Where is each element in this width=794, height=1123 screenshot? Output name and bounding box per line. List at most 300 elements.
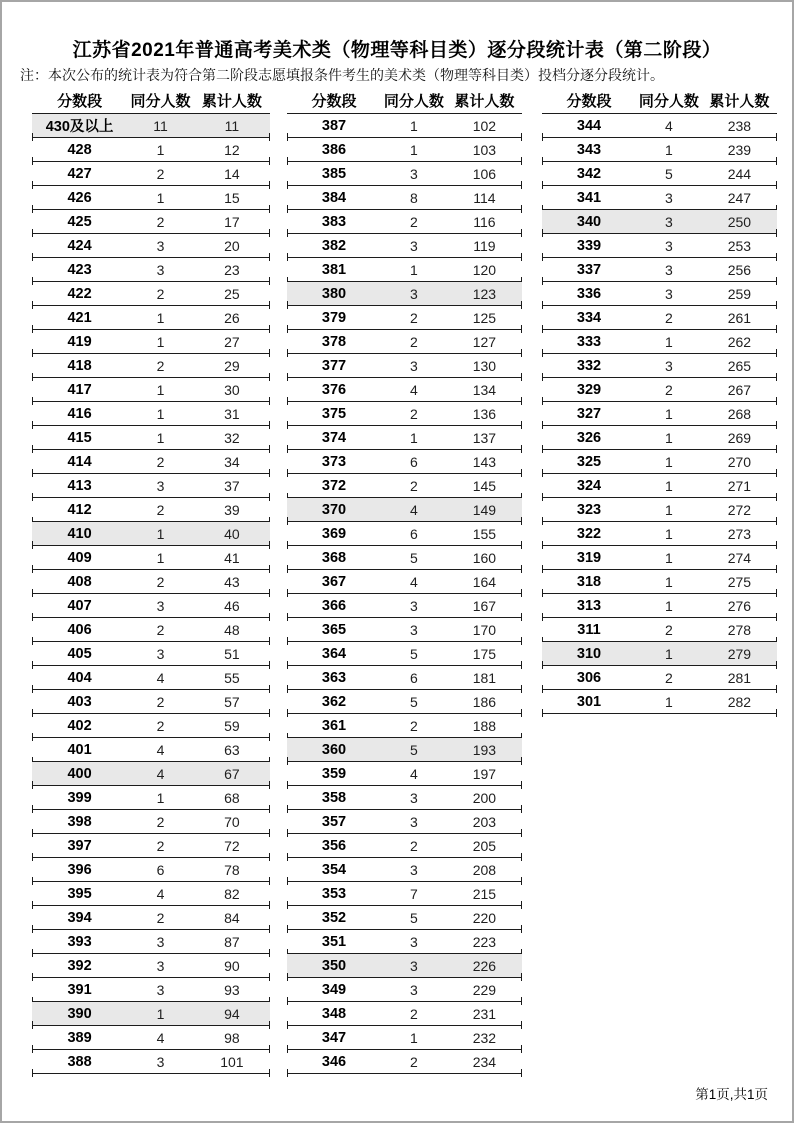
table-row [287, 642, 522, 666]
cumulative-count-cell: 193 [472, 741, 497, 758]
cumulative-count-cell: 175 [472, 645, 497, 662]
same-score-count-cell: 5 [410, 909, 418, 926]
cumulative-count-cell: 51 [224, 645, 240, 662]
same-score-count-cell: 1 [410, 117, 418, 134]
same-score-count-cell: 2 [410, 213, 418, 230]
score-cell: 310 [576, 645, 602, 662]
same-score-count-cell: 7 [410, 885, 418, 902]
score-cell: 392 [67, 957, 92, 974]
same-score-count-cell: 3 [156, 981, 165, 998]
cumulative-count-cell: 20 [224, 237, 240, 254]
table-row [287, 1050, 522, 1074]
same-score-count-cell: 3 [410, 285, 418, 302]
same-score-count-cell: 8 [410, 189, 418, 206]
score-cell: 351 [321, 933, 347, 950]
same-score-count-cell: 1 [665, 573, 673, 590]
cumulative-count-cell: 273 [727, 525, 752, 542]
cumulative-count-cell: 250 [727, 213, 752, 230]
same-score-count-cell: 5 [410, 741, 418, 758]
page-number-footer: 第1页,共1页 [695, 1087, 768, 1102]
score-cell: 428 [67, 141, 92, 158]
table-row [32, 690, 270, 714]
same-score-count-cell: 2 [156, 909, 165, 926]
same-score-count-cell: 3 [665, 237, 673, 254]
score-cell: 393 [67, 933, 92, 950]
table-row [287, 162, 522, 186]
cumulative-count-cell: 247 [727, 189, 752, 206]
cumulative-count-cell: 130 [472, 357, 497, 374]
table-row [542, 570, 777, 594]
note-text: 注：本次公布的统计表为符合第二阶段志愿填报条件考生的美术类（物理等科目类）投档分逐分段统计。 [20, 67, 664, 83]
column-header-score: 分数段 [311, 93, 357, 110]
score-cell: 421 [67, 309, 92, 326]
score-cell: 348 [321, 1005, 347, 1022]
score-cell: 359 [321, 765, 347, 782]
cumulative-count-cell: 55 [224, 669, 240, 686]
table-row [542, 138, 777, 162]
table-row [542, 618, 777, 642]
table-row [32, 114, 270, 138]
cumulative-count-cell: 164 [472, 573, 497, 590]
table-row [287, 834, 522, 858]
table-row [287, 114, 522, 138]
table-row [542, 522, 777, 546]
cumulative-count-cell: 278 [727, 621, 752, 638]
same-score-count-cell: 5 [665, 165, 673, 182]
score-cell: 362 [321, 693, 347, 710]
table-row [542, 642, 777, 666]
table-row [32, 522, 270, 546]
table-row [287, 786, 522, 810]
score-cell: 398 [67, 813, 92, 830]
score-cell: 423 [67, 261, 92, 278]
score-cell: 391 [67, 981, 92, 998]
score-cell: 364 [321, 645, 347, 662]
same-score-count-cell: 2 [410, 717, 418, 734]
cumulative-count-cell: 276 [727, 597, 752, 614]
same-score-count-cell: 3 [410, 861, 418, 878]
cumulative-count-cell: 229 [472, 981, 497, 998]
score-cell: 333 [576, 333, 602, 350]
cumulative-count-cell: 31 [224, 405, 240, 422]
same-score-count-cell: 3 [410, 357, 418, 374]
table-row [32, 498, 270, 522]
cumulative-count-cell: 239 [727, 141, 752, 158]
table-row [32, 186, 270, 210]
same-score-count-cell: 2 [156, 285, 165, 302]
same-score-count-cell: 2 [156, 693, 165, 710]
cumulative-count-cell: 265 [727, 357, 752, 374]
same-score-count-cell: 4 [156, 1029, 165, 1046]
score-cell: 365 [321, 621, 347, 638]
same-score-count-cell: 2 [156, 621, 165, 638]
table-row [32, 810, 270, 834]
score-cell: 386 [321, 141, 347, 158]
score-table-middle [287, 88, 522, 1074]
score-cell: 349 [321, 981, 347, 998]
cumulative-count-cell: 102 [472, 117, 497, 134]
same-score-count-cell: 3 [410, 165, 418, 182]
cumulative-count-cell: 244 [727, 165, 752, 182]
table-row [287, 954, 522, 978]
same-score-count-cell: 3 [665, 261, 673, 278]
score-cell: 401 [67, 741, 92, 758]
same-score-count-cell: 1 [665, 453, 673, 470]
table-row [287, 618, 522, 642]
table-row [287, 210, 522, 234]
cumulative-count-cell: 93 [224, 981, 240, 998]
same-score-count-cell: 1 [156, 789, 165, 806]
table-row [287, 522, 522, 546]
score-cell: 404 [67, 669, 92, 686]
cumulative-count-cell: 94 [224, 1005, 240, 1022]
table-row [542, 666, 777, 690]
table-row [287, 450, 522, 474]
table-row [287, 714, 522, 738]
table-row [542, 282, 777, 306]
cumulative-count-cell: 160 [472, 549, 497, 566]
same-score-count-cell: 1 [156, 429, 165, 446]
score-cell: 350 [321, 957, 347, 974]
score-cell: 342 [576, 165, 602, 182]
score-cell: 372 [321, 477, 347, 494]
score-cell: 394 [67, 909, 92, 926]
same-score-count-cell: 1 [665, 693, 673, 710]
cumulative-count-cell: 261 [727, 309, 752, 326]
score-cell: 322 [576, 525, 602, 542]
cumulative-count-cell: 68 [224, 789, 240, 806]
table-row [287, 930, 522, 954]
cumulative-count-cell: 25 [224, 285, 240, 302]
table-row [32, 258, 270, 282]
same-score-count-cell: 3 [410, 789, 418, 806]
score-cell: 326 [576, 429, 602, 446]
table-row [287, 1026, 522, 1050]
same-score-count-cell: 1 [665, 405, 673, 422]
score-cell: 406 [67, 621, 92, 638]
score-cell: 378 [321, 333, 347, 350]
same-score-count-cell: 2 [410, 1053, 418, 1070]
cumulative-count-cell: 103 [472, 141, 497, 158]
score-cell: 373 [321, 453, 347, 470]
cumulative-count-cell: 281 [727, 669, 752, 686]
score-cell: 412 [67, 501, 92, 518]
column-header-cumulative-count: 累计人数 [201, 93, 262, 110]
score-cell: 418 [67, 357, 92, 374]
table-row [32, 210, 270, 234]
same-score-count-cell: 1 [665, 645, 673, 662]
score-cell: 325 [576, 453, 602, 470]
score-cell: 367 [321, 573, 347, 590]
same-score-count-cell: 4 [156, 669, 165, 686]
score-cell: 318 [576, 573, 602, 590]
table-row [32, 378, 270, 402]
score-cell: 356 [321, 837, 347, 854]
table-row [287, 1002, 522, 1026]
cumulative-count-cell: 116 [473, 213, 496, 230]
table-row [32, 786, 270, 810]
score-table-left [32, 88, 270, 1074]
same-score-count-cell: 1 [665, 333, 673, 350]
same-score-count-cell: 2 [410, 837, 418, 854]
score-cell: 427 [67, 165, 92, 182]
cumulative-count-cell: 167 [472, 597, 497, 614]
same-score-count-cell: 1 [665, 501, 673, 518]
cumulative-count-cell: 127 [472, 333, 497, 350]
cumulative-count-cell: 208 [472, 861, 497, 878]
same-score-count-cell: 2 [156, 165, 165, 182]
table-row [542, 306, 777, 330]
page-title: 江苏省2021年普通高考美术类（物理等科目类）逐分段统计表（第二阶段） [72, 40, 722, 61]
table-row [542, 378, 777, 402]
same-score-count-cell: 6 [410, 669, 418, 686]
table-row [32, 762, 270, 786]
table-row [287, 546, 522, 570]
table-row [287, 378, 522, 402]
same-score-count-cell: 2 [156, 717, 165, 734]
table-row [287, 234, 522, 258]
table-row [287, 594, 522, 618]
score-cell: 422 [67, 285, 92, 302]
score-cell: 397 [67, 837, 92, 854]
score-cell: 374 [321, 429, 347, 446]
score-cell: 419 [67, 333, 92, 350]
cumulative-count-cell: 149 [472, 501, 497, 518]
score-cell: 430及以上 [45, 119, 114, 135]
same-score-count-cell: 1 [410, 429, 418, 446]
score-cell: 311 [577, 621, 601, 638]
same-score-count-cell: 3 [665, 213, 673, 230]
column-header-same-score-count: 同分人数 [130, 93, 191, 110]
table-row [287, 810, 522, 834]
table-header-row [287, 88, 522, 114]
same-score-count-cell: 4 [665, 117, 673, 134]
table-row [32, 714, 270, 738]
table-row [32, 1026, 270, 1050]
score-cell: 341 [576, 189, 602, 206]
score-cell: 413 [67, 477, 92, 494]
score-cell: 389 [67, 1029, 92, 1046]
same-score-count-cell: 3 [156, 957, 165, 974]
cumulative-count-cell: 26 [224, 309, 240, 326]
table-row [287, 330, 522, 354]
table-row [542, 162, 777, 186]
same-score-count-cell: 1 [665, 525, 673, 542]
table-row [542, 450, 777, 474]
table-row [287, 402, 522, 426]
same-score-count-cell: 3 [410, 621, 418, 638]
cumulative-count-cell: 11 [224, 117, 240, 134]
cumulative-count-cell: 256 [727, 261, 752, 278]
same-score-count-cell: 1 [410, 261, 418, 278]
table-row [32, 474, 270, 498]
score-cell: 327 [576, 405, 602, 422]
cumulative-count-cell: 48 [224, 621, 240, 638]
cumulative-count-cell: 119 [473, 237, 496, 254]
cumulative-count-cell: 220 [472, 909, 497, 926]
score-cell: 334 [576, 309, 602, 326]
same-score-count-cell: 3 [665, 285, 673, 302]
table-row [32, 1050, 270, 1074]
score-cell: 388 [67, 1053, 92, 1070]
same-score-count-cell: 2 [665, 621, 673, 638]
table-row [32, 546, 270, 570]
cumulative-count-cell: 231 [472, 1005, 497, 1022]
same-score-count-cell: 5 [410, 693, 418, 710]
score-cell: 353 [321, 885, 347, 902]
score-cell: 306 [576, 669, 602, 686]
cumulative-count-cell: 23 [224, 261, 240, 278]
table-row [287, 306, 522, 330]
score-cell: 339 [576, 237, 602, 254]
score-cell: 407 [67, 597, 92, 614]
same-score-count-cell: 2 [410, 333, 418, 350]
table-row [287, 858, 522, 882]
cumulative-count-cell: 205 [472, 837, 497, 854]
table-row [542, 234, 777, 258]
same-score-count-cell: 1 [665, 429, 673, 446]
cumulative-count-cell: 15 [224, 189, 240, 206]
same-score-count-cell: 2 [410, 1005, 418, 1022]
cumulative-count-cell: 136 [472, 405, 497, 422]
same-score-count-cell: 1 [156, 333, 165, 350]
cumulative-count-cell: 30 [224, 381, 240, 398]
score-cell: 409 [67, 549, 92, 566]
table-row [542, 690, 777, 714]
cumulative-count-cell: 106 [472, 165, 497, 182]
same-score-count-cell: 3 [156, 933, 165, 950]
same-score-count-cell: 3 [410, 981, 418, 998]
score-cell: 329 [576, 381, 602, 398]
table-row [542, 426, 777, 450]
table-row [32, 930, 270, 954]
cumulative-count-cell: 170 [472, 621, 497, 638]
cumulative-count-cell: 41 [224, 549, 240, 566]
table-row [542, 210, 777, 234]
score-cell: 385 [321, 165, 347, 182]
cumulative-count-cell: 155 [472, 525, 497, 542]
table-row [32, 330, 270, 354]
cumulative-count-cell: 137 [472, 429, 497, 446]
column-header-score: 分数段 [566, 93, 612, 110]
table-row [287, 138, 522, 162]
table-row [32, 138, 270, 162]
cumulative-count-cell: 234 [472, 1053, 497, 1070]
same-score-count-cell: 2 [665, 669, 673, 686]
same-score-count-cell: 2 [410, 477, 418, 494]
cumulative-count-cell: 238 [727, 117, 752, 134]
table-row [32, 570, 270, 594]
table-row [287, 498, 522, 522]
same-score-count-cell: 2 [665, 381, 673, 398]
score-cell: 402 [67, 717, 92, 734]
cumulative-count-cell: 43 [224, 573, 240, 590]
same-score-count-cell: 2 [156, 213, 165, 230]
cumulative-count-cell: 269 [727, 429, 752, 446]
same-score-count-cell: 2 [156, 837, 165, 854]
score-cell: 417 [67, 381, 92, 398]
score-cell: 323 [576, 501, 602, 518]
table-header-row [32, 88, 270, 114]
score-cell: 357 [321, 813, 347, 830]
cumulative-count-cell: 188 [472, 717, 497, 734]
same-score-count-cell: 3 [665, 357, 673, 374]
table-row [287, 474, 522, 498]
same-score-count-cell: 1 [665, 597, 673, 614]
score-cell: 410 [67, 525, 92, 542]
cumulative-count-cell: 67 [224, 765, 240, 782]
same-score-count-cell: 1 [156, 405, 165, 422]
cumulative-count-cell: 226 [472, 957, 497, 974]
score-cell: 384 [321, 189, 347, 206]
table-row [287, 762, 522, 786]
table-row [542, 546, 777, 570]
same-score-count-cell: 1 [410, 141, 418, 158]
cumulative-count-cell: 272 [727, 501, 752, 518]
score-table-right [542, 88, 777, 714]
score-cell: 396 [67, 861, 92, 878]
column-header-cumulative-count: 累计人数 [454, 93, 515, 110]
table-row [287, 690, 522, 714]
score-cell: 344 [576, 117, 602, 134]
cumulative-count-cell: 59 [224, 717, 240, 734]
cumulative-count-cell: 17 [224, 213, 240, 230]
score-cell: 361 [321, 717, 347, 734]
table-row [32, 666, 270, 690]
same-score-count-cell: 3 [156, 1053, 165, 1070]
same-score-count-cell: 1 [156, 381, 165, 398]
score-cell: 332 [576, 357, 602, 374]
cumulative-count-cell: 120 [472, 261, 497, 278]
score-cell: 405 [67, 645, 92, 662]
score-cell: 379 [321, 309, 347, 326]
table-row [32, 234, 270, 258]
cumulative-count-cell: 98 [224, 1029, 240, 1046]
table-row [542, 114, 777, 138]
score-cell: 337 [576, 261, 602, 278]
same-score-count-cell: 4 [410, 765, 418, 782]
cumulative-count-cell: 87 [224, 933, 240, 950]
table-row [32, 906, 270, 930]
same-score-count-cell: 3 [156, 597, 165, 614]
table-row [32, 162, 270, 186]
score-cell: 354 [321, 861, 347, 878]
cumulative-count-cell: 14 [224, 165, 240, 182]
cumulative-count-cell: 203 [472, 813, 497, 830]
score-cell: 424 [67, 237, 92, 254]
cumulative-count-cell: 267 [727, 381, 752, 398]
cumulative-count-cell: 274 [727, 549, 752, 566]
same-score-count-cell: 3 [156, 237, 165, 254]
cumulative-count-cell: 57 [224, 693, 240, 710]
cumulative-count-cell: 32 [224, 429, 240, 446]
same-score-count-cell: 4 [156, 885, 165, 902]
table-row [542, 594, 777, 618]
score-cell: 426 [67, 189, 92, 206]
table-row [32, 882, 270, 906]
same-score-count-cell: 4 [410, 573, 418, 590]
same-score-count-cell: 3 [410, 813, 418, 830]
score-cell: 366 [321, 597, 347, 614]
same-score-count-cell: 2 [665, 309, 673, 326]
score-cell: 319 [576, 549, 602, 566]
cumulative-count-cell: 12 [224, 141, 240, 158]
same-score-count-cell: 1 [156, 309, 165, 326]
table-row [542, 330, 777, 354]
table-row [32, 618, 270, 642]
same-score-count-cell: 4 [156, 741, 165, 758]
cumulative-count-cell: 200 [472, 789, 497, 806]
